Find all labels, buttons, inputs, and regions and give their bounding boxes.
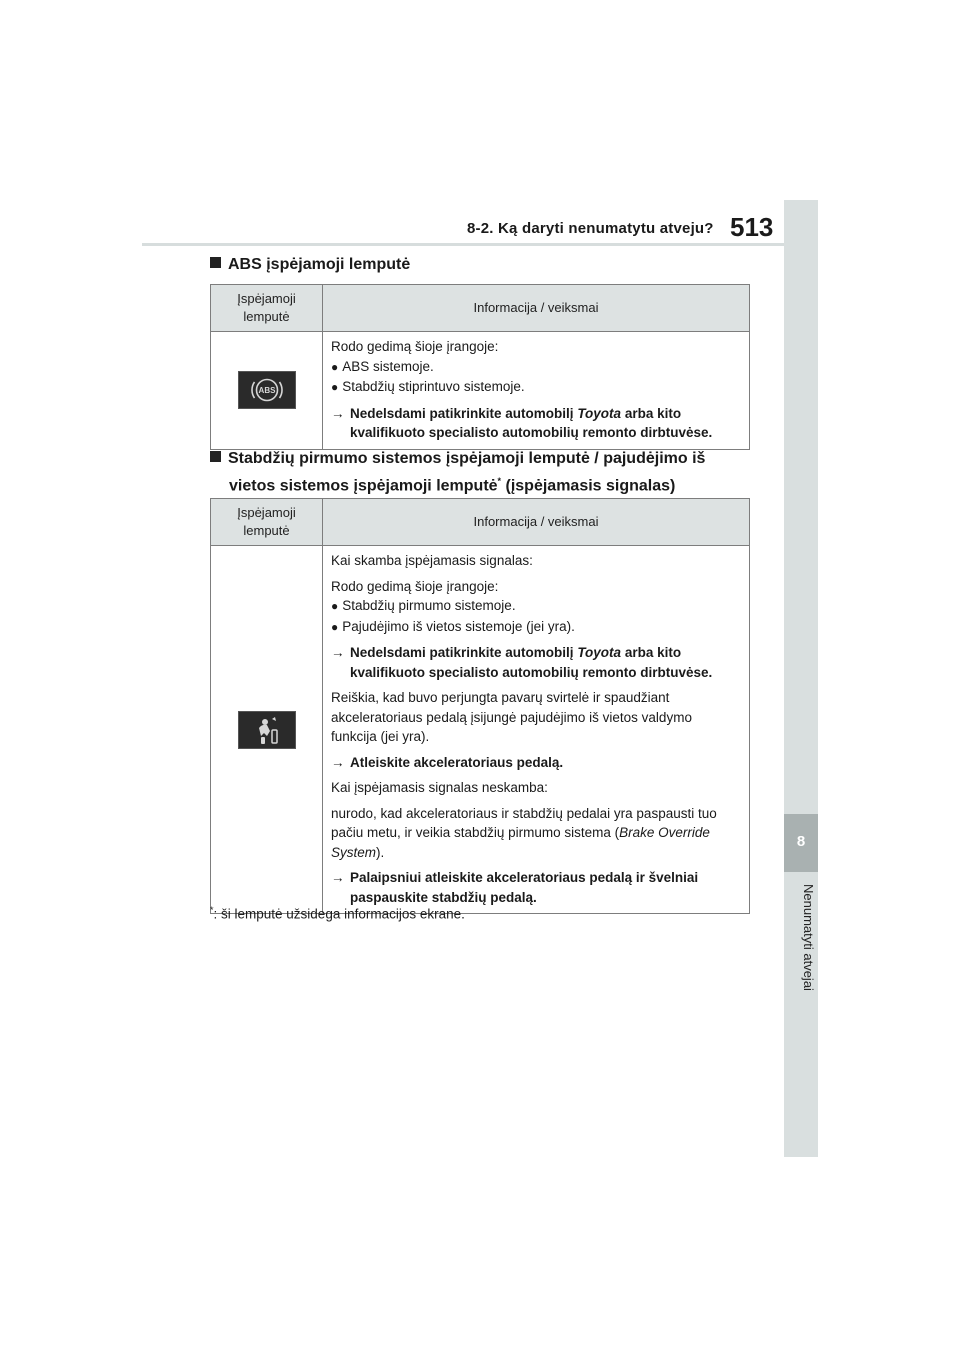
column-header-info: Informacija / veiksmai (323, 499, 750, 546)
section-title-abs: ABS įspėjamoji lemputė (210, 253, 410, 276)
section-header: 8-2. Ką daryti nenumatytu atveju? (467, 220, 714, 237)
action-instruction: → Atleiskite akceleratoriaus pedalą. (331, 753, 741, 773)
square-bullet-icon (210, 257, 221, 268)
column-header-info: Informacija / veiksmai (323, 285, 750, 332)
brake-override-info-cell: Kai skamba įspėjamasis signalas: Rodo gedimą šioje įrangoje: ● Stabdžių pirmumo sistemoje. ● Pajudėjimo iš vietos sistemoje (jei yra). → Nedelsdami patikrinkite automobilį Toyota arba kito kvalifikuoto specialisto automobilių remonto dirbtuvėse. Reiškia, kad buvo perjungta pavarų svirtelė ir spaudžiant akceleratoriaus pedalą įsijungė pajudėjimo iš vietos valdymo funkcija (jei yra). → Atleiskite akceleratoriaus pedalą. Kai įspėjamasis signalas neskamba: nurodo, kad akceleratoriaus ir stabdžių pedalai yra paspausti tuo pačiu metu, ir veikia stabdžių pirmumo sistema (Brake Override System). → Palaipsniui atleiskite akceleratoriaus pedalą ir švelniai paspauskite stabdžių pedalą. (323, 546, 750, 914)
column-header-warning-light: Įspėjamoji lemputė (211, 285, 323, 332)
list-item: ● Stabdžių stiprintuvo sistemoje. (331, 377, 741, 398)
chapter-label: Nenumatyti atvejai (801, 884, 816, 991)
abs-info-cell: Rodo gedimą šioje įrangoje: ● ABS sistemoje. ● Stabdžių stiprintuvo sistemoje. → Nedelsdami patikrinkite automobilį Toyota arba kito kvalifikuoto specialisto automobilių remonto dirbtuvėse. (323, 332, 750, 450)
list-item: ● Pajudėjimo iš vietos sistemoje (jei yra). (331, 617, 741, 638)
chapter-number: 8 (796, 833, 806, 850)
svg-text:ABS: ABS (258, 386, 275, 396)
column-header-warning-light: Įspėjamoji lemputė (211, 499, 323, 546)
square-bullet-icon (210, 451, 221, 462)
brake-override-warning-icon (238, 711, 296, 749)
header-divider (142, 243, 784, 246)
action-instruction: → Nedelsdami patikrinkite automobilį Toyota arba kito kvalifikuoto specialisto automobilių remonto dirbtuvėse. (331, 404, 741, 443)
action-instruction: → Nedelsdami patikrinkite automobilį Toyota arba kito kvalifikuoto specialisto automobilių remonto dirbtuvėse. (331, 643, 741, 682)
list-item: ● Stabdžių pirmumo sistemoje. (331, 596, 741, 617)
abs-warning-table (210, 284, 750, 450)
footnote: *: ši lemputė užsidega informacijos ekrane. (210, 905, 465, 922)
page-number: 513 (730, 212, 774, 242)
list-item: ● ABS sistemoje. (331, 357, 741, 378)
brake-override-warning-table (210, 498, 750, 914)
action-instruction: → Palaipsniui atleiskite akceleratoriaus pedalą ir švelniai paspauskite stabdžių pedalą. (331, 868, 741, 907)
section-title-brake-override: Stabdžių pirmumo sistemos įspėjamoji lemputė / pajudėjimo iš vietos sistemos įspėjamoji lemputė* (įspėjamasis signalas) (210, 447, 705, 497)
abs-warning-icon (238, 371, 296, 409)
